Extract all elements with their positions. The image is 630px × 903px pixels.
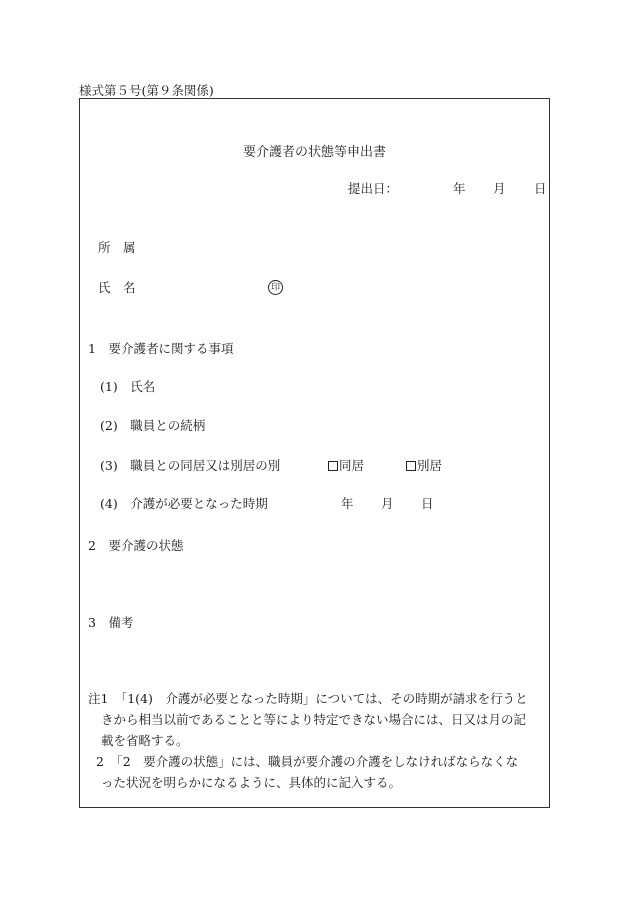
form-number-label: 様式第５号(第９条関係) xyxy=(79,83,214,98)
separate-checkbox[interactable] xyxy=(406,461,416,471)
section1-item-name: (1) 氏名 xyxy=(100,379,156,394)
submission-day-unit: 日 xyxy=(534,181,547,196)
affiliation-label: 所 属 xyxy=(98,240,136,255)
section1-heading: 1 要介護者に関する事項 xyxy=(88,341,234,356)
care-start-day-unit: 日 xyxy=(421,496,434,511)
submission-year-unit: 年 xyxy=(453,181,466,196)
section1-item-residence: (3) 職員との同居又は別居の別 xyxy=(100,458,281,473)
section3-heading: 3 備考 xyxy=(88,615,134,630)
note1-continuation-2: 載を省略する。 xyxy=(101,733,189,748)
care-start-month-unit: 月 xyxy=(381,496,394,511)
seal-circle: 印 xyxy=(268,280,283,295)
section2-heading: 2 要介護の状態 xyxy=(88,538,184,553)
submission-month-unit: 月 xyxy=(493,181,506,196)
separate-label: 別居 xyxy=(417,458,443,473)
care-start-year-unit: 年 xyxy=(341,496,354,511)
separate-option[interactable] xyxy=(406,456,442,474)
submission-date-label: 提出日： xyxy=(348,181,399,196)
note1-continuation-1: きから相当以前であることと等により特定できない場合には、日又は月の記 xyxy=(101,712,527,727)
section1-item-relationship: (2) 職員との続柄 xyxy=(100,418,206,433)
name-label: 氏 名 xyxy=(98,280,136,295)
note1-first-line: 注1 「1(4) 介護が必要となった時期」については、その時期が請求を行うと xyxy=(88,691,528,706)
notes-block xyxy=(88,688,548,793)
note2-first-line: 2 「2 要介護の状態」には、職員が要介護の介護をしなければならなくな xyxy=(96,754,519,769)
cohabit-label: 同居 xyxy=(339,458,365,473)
seal-mark xyxy=(268,278,283,295)
cohabit-option[interactable] xyxy=(328,456,364,474)
cohabit-checkbox[interactable] xyxy=(328,461,338,471)
section1-item-care-start: (4) 介護が必要となった時期 xyxy=(100,496,268,511)
note2-continuation-1: った状況を明らかになるように、具体的に記入する。 xyxy=(101,775,402,790)
document-title: 要介護者の状態等申出書 xyxy=(242,145,386,160)
